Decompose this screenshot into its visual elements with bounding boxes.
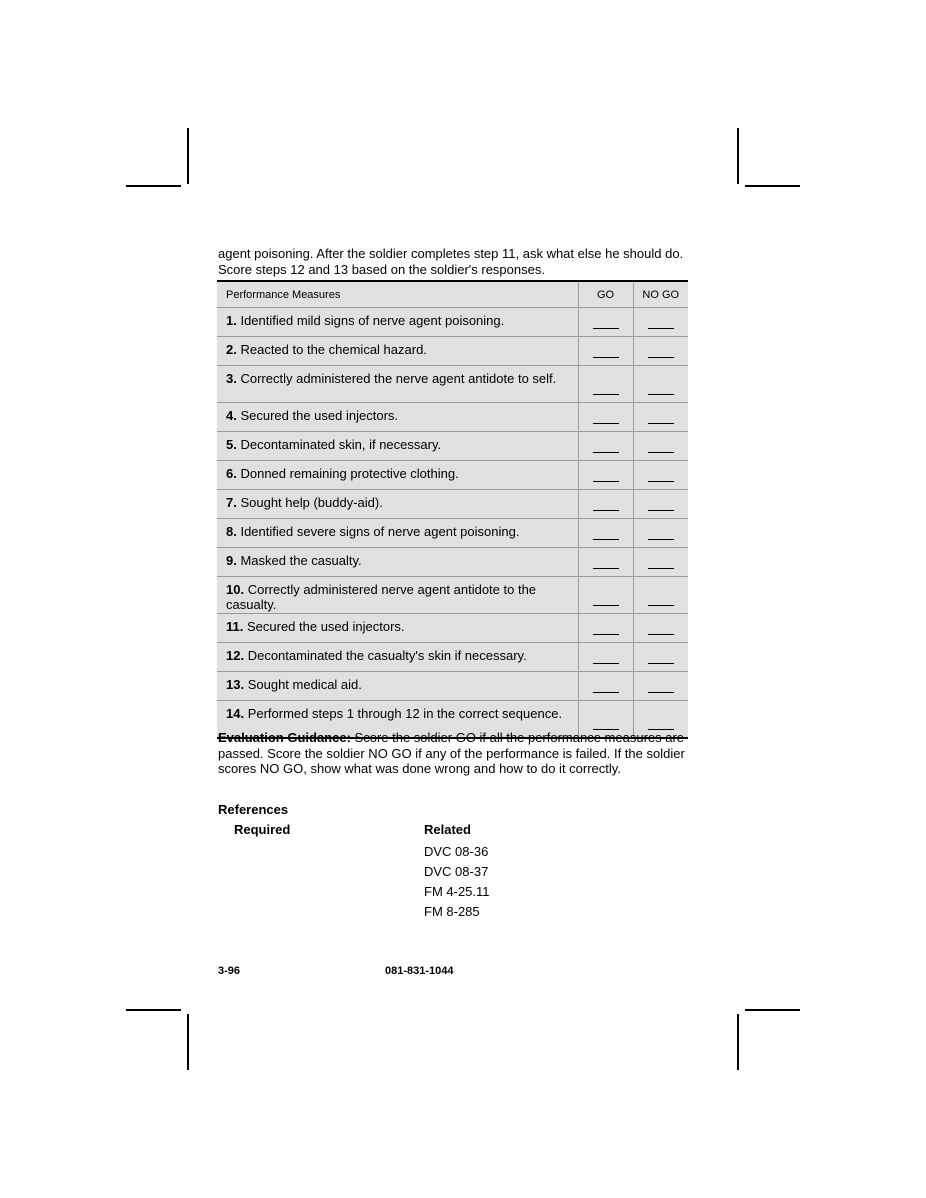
go-score-cell	[578, 490, 633, 519]
go-score-blank[interactable]	[593, 356, 619, 358]
step-number: 4.	[226, 408, 237, 423]
no-go-score-blank[interactable]	[648, 567, 674, 569]
step-text: Secured the used injectors.	[240, 408, 399, 423]
table-row	[217, 337, 688, 366]
step-text: Correctly administered the nerve agent antidote to self.	[240, 371, 557, 386]
no-go-score-cell	[633, 577, 688, 614]
no-go-score-cell	[633, 614, 688, 643]
no-go-score-blank[interactable]	[648, 451, 674, 453]
go-score-cell	[578, 366, 633, 403]
performance-measure-cell	[217, 337, 578, 366]
no-go-score-cell	[633, 461, 688, 490]
step-number: 10.	[226, 582, 245, 597]
crop-mark-top-left-vertical	[187, 128, 189, 184]
go-score-cell	[578, 308, 633, 337]
no-go-score-cell	[633, 548, 688, 577]
go-score-blank[interactable]	[593, 393, 619, 395]
step-text: Identified mild signs of nerve agent poisoning.	[240, 313, 505, 328]
crop-mark-top-right-horizontal	[745, 185, 800, 187]
table-row	[217, 548, 688, 577]
go-score-blank[interactable]	[593, 327, 619, 329]
crop-mark-bottom-right-horizontal	[745, 1009, 800, 1011]
step-number: 13.	[226, 677, 245, 692]
step-number: 11.	[226, 619, 244, 634]
related-references-list	[424, 842, 490, 922]
crop-mark-bottom-left-vertical	[187, 1014, 189, 1070]
table-row	[217, 643, 688, 672]
crop-mark-bottom-left-horizontal	[126, 1009, 181, 1011]
table-body	[217, 308, 688, 739]
no-go-score-blank[interactable]	[648, 691, 674, 693]
related-label: Related	[424, 822, 471, 837]
no-go-score-blank[interactable]	[648, 327, 674, 329]
go-score-blank[interactable]	[593, 480, 619, 482]
no-go-score-cell	[633, 403, 688, 432]
required-label: Required	[234, 822, 291, 837]
related-reference-item: DVC 08-37	[424, 864, 489, 879]
step-number: 14.	[226, 706, 245, 721]
performance-measure-cell	[217, 366, 578, 403]
table-row	[217, 490, 688, 519]
table-row	[217, 308, 688, 337]
step-text: Sought help (buddy-aid).	[240, 495, 383, 510]
go-score-blank[interactable]	[593, 604, 619, 606]
performance-measure-cell	[217, 643, 578, 672]
step-number: 12.	[226, 648, 245, 663]
performance-measure-cell	[217, 614, 578, 643]
header-go: GO	[578, 281, 633, 308]
task-number: 081-831-1044	[385, 965, 454, 977]
go-score-cell	[578, 519, 633, 548]
no-go-score-blank[interactable]	[648, 422, 674, 424]
header-performance-measures: Performance Measures	[217, 281, 578, 308]
go-score-cell	[578, 337, 633, 366]
related-reference-item: FM 4-25.11	[424, 884, 490, 899]
no-go-score-blank[interactable]	[648, 509, 674, 511]
performance-measure-cell	[217, 490, 578, 519]
crop-mark-bottom-right-vertical	[737, 1014, 739, 1070]
step-number: 3.	[226, 371, 237, 386]
no-go-score-cell	[633, 490, 688, 519]
related-reference-item: DVC 08-36	[424, 844, 489, 859]
table-row	[217, 577, 688, 614]
go-score-blank[interactable]	[593, 633, 619, 635]
performance-measure-cell	[217, 548, 578, 577]
step-text: Identified severe signs of nerve agent poisoning.	[240, 524, 520, 539]
step-number: 2.	[226, 342, 237, 357]
go-score-blank[interactable]	[593, 691, 619, 693]
table-header-row	[217, 281, 688, 308]
page-number: 3-96	[218, 965, 241, 977]
step-number: 5.	[226, 437, 237, 452]
go-score-cell	[578, 672, 633, 701]
no-go-score-cell	[633, 366, 688, 403]
references-title: References	[218, 802, 289, 817]
step-text: Decontaminated the casualty's skin if necessary.	[247, 648, 527, 663]
step-text: Performed steps 1 through 12 in the correct sequence.	[247, 706, 563, 721]
intro-paragraph: agent poisoning. After the soldier completes step 11, ask what else he should do. Score steps 12 and 13 based on the soldier's responses.	[218, 246, 684, 277]
performance-measure-cell	[217, 672, 578, 701]
table-row	[217, 614, 688, 643]
evaluation-guidance	[218, 730, 693, 777]
table-row	[217, 366, 688, 403]
performance-measures-table	[217, 280, 688, 739]
no-go-score-blank[interactable]	[648, 662, 674, 664]
step-text: Reacted to the chemical hazard.	[240, 342, 427, 357]
go-score-cell	[578, 614, 633, 643]
go-score-cell	[578, 432, 633, 461]
step-text: Sought medical aid.	[247, 677, 362, 692]
go-score-blank[interactable]	[593, 567, 619, 569]
step-number: 9.	[226, 553, 237, 568]
go-score-cell	[578, 643, 633, 672]
table-row	[217, 432, 688, 461]
go-score-blank[interactable]	[593, 509, 619, 511]
crop-mark-top-right-vertical	[737, 128, 739, 184]
performance-measure-cell	[217, 308, 578, 337]
go-score-cell	[578, 403, 633, 432]
step-number: 7.	[226, 495, 237, 510]
header-no-go: NO GO	[633, 281, 688, 308]
related-reference-item: FM 8-285	[424, 904, 480, 919]
performance-measure-cell	[217, 432, 578, 461]
performance-measure-cell	[217, 519, 578, 548]
no-go-score-cell	[633, 643, 688, 672]
no-go-score-blank[interactable]	[648, 604, 674, 606]
go-score-blank[interactable]	[593, 422, 619, 424]
performance-measure-cell	[217, 461, 578, 490]
step-text: Correctly administered nerve agent antidote to the casualty.	[226, 582, 537, 612]
step-number: 6.	[226, 466, 237, 481]
no-go-score-cell	[633, 672, 688, 701]
go-score-cell	[578, 548, 633, 577]
no-go-score-cell	[633, 308, 688, 337]
no-go-score-cell	[633, 337, 688, 366]
step-text: Decontaminated skin, if necessary.	[240, 437, 442, 452]
step-text: Masked the casualty.	[240, 553, 362, 568]
go-score-blank[interactable]	[593, 662, 619, 664]
evaluation-guidance-label: Evaluation Guidance:	[218, 730, 351, 745]
table-row	[217, 672, 688, 701]
go-score-blank[interactable]	[593, 451, 619, 453]
go-score-blank[interactable]	[593, 538, 619, 540]
no-go-score-blank[interactable]	[648, 480, 674, 482]
table-row	[217, 519, 688, 548]
step-text: Donned remaining protective clothing.	[240, 466, 459, 481]
table-row	[217, 461, 688, 490]
evaluation-guidance-text: Score the soldier GO if all the performance measures are passed. Score the soldier NO GO if any of the performance is failed. If the soldier scores NO GO, show what was done wrong and how to do it correctly.	[218, 730, 685, 776]
step-text: Secured the used injectors.	[246, 619, 405, 634]
no-go-score-blank[interactable]	[648, 633, 674, 635]
no-go-score-cell	[633, 432, 688, 461]
no-go-score-cell	[633, 519, 688, 548]
crop-mark-top-left-horizontal	[126, 185, 181, 187]
table-row	[217, 403, 688, 432]
no-go-score-blank[interactable]	[648, 356, 674, 358]
performance-measure-cell	[217, 577, 578, 614]
no-go-score-blank[interactable]	[648, 538, 674, 540]
performance-measure-cell	[217, 403, 578, 432]
step-number: 1.	[226, 313, 237, 328]
step-number: 8.	[226, 524, 237, 539]
go-score-cell	[578, 577, 633, 614]
no-go-score-blank[interactable]	[648, 393, 674, 395]
go-score-cell	[578, 461, 633, 490]
